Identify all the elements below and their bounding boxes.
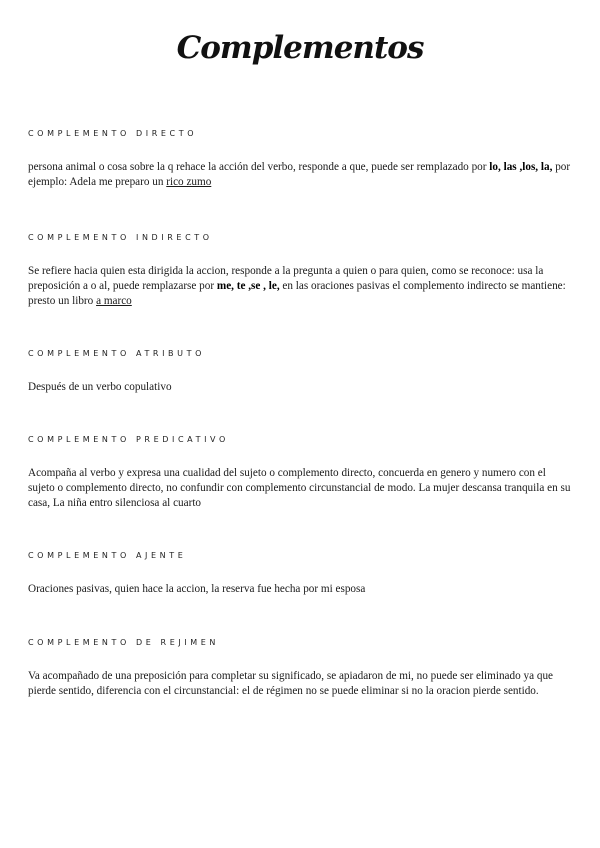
section-heading: COMPLEMENTO DIRECTO [28, 129, 198, 138]
section-complemento-directo [28, 129, 573, 190]
section-heading: COMPLEMENTO DE REJIMEN [28, 638, 220, 647]
body-bold-text: lo, las ,los, la, [489, 161, 553, 173]
page-title: Complementos [176, 30, 424, 66]
section-heading: COMPLEMENTO AJENTE [28, 551, 187, 560]
section-complemento-indirecto [28, 233, 573, 309]
section-body: Va acompañado de una preposición para completar su significado, se apiadaron de mi, no puede ser eliminado ya que pierde sentido, diferencia con el circunstancial: el de régimen no se puede eliminar si no la oracion pierde sentido. [28, 670, 554, 697]
section-complemento-ajente [28, 551, 573, 597]
body-bold-text: me, te ,se , le, [216, 280, 280, 292]
body-text: por ejemplo: Adela me preparo un [28, 161, 571, 188]
section-body [28, 264, 573, 309]
section-body [28, 160, 573, 190]
section-complemento-atributo [28, 349, 573, 395]
body-underlined-text: a marco [96, 295, 132, 307]
body-underlined-text: rico zumo [166, 176, 212, 188]
section-heading: COMPLEMENTO INDIRECTO [28, 233, 213, 242]
section-complemento-de-rejimen [28, 638, 573, 699]
body-text: persona animal o cosa sobre la q rehace la acción del verbo, responde a que, puede ser remplazado por [28, 161, 490, 173]
body-text: Se refiere hacia quien esta dirigida la accion, responde a la pregunta a quien o para quien, como se reconoce: usa la preposición a o al, puede remplazarse por [28, 265, 544, 292]
section-body: Acompaña al verbo y expresa una cualidad del sujeto o complemento directo, concuerda en genero y numero con el sujeto o complemento directo, no confundir con complemento circunstancial de modo. La mujer descansa tranquila en su casa, La niña entro silenciosa al cuarto [28, 467, 571, 509]
section-body: Oraciones pasivas, quien hace la accion, la reserva fue hecha por mi esposa [28, 583, 366, 595]
section-heading: COMPLEMENTO PREDICATIVO [28, 435, 229, 444]
section-complemento-predicativo [28, 435, 573, 511]
section-heading: COMPLEMENTO ATRIBUTO [28, 349, 205, 358]
section-body: Después de un verbo copulativo [28, 381, 172, 393]
body-text: en las oraciones pasivas el complemento indirecto se mantiene: presto un libro [28, 280, 566, 307]
